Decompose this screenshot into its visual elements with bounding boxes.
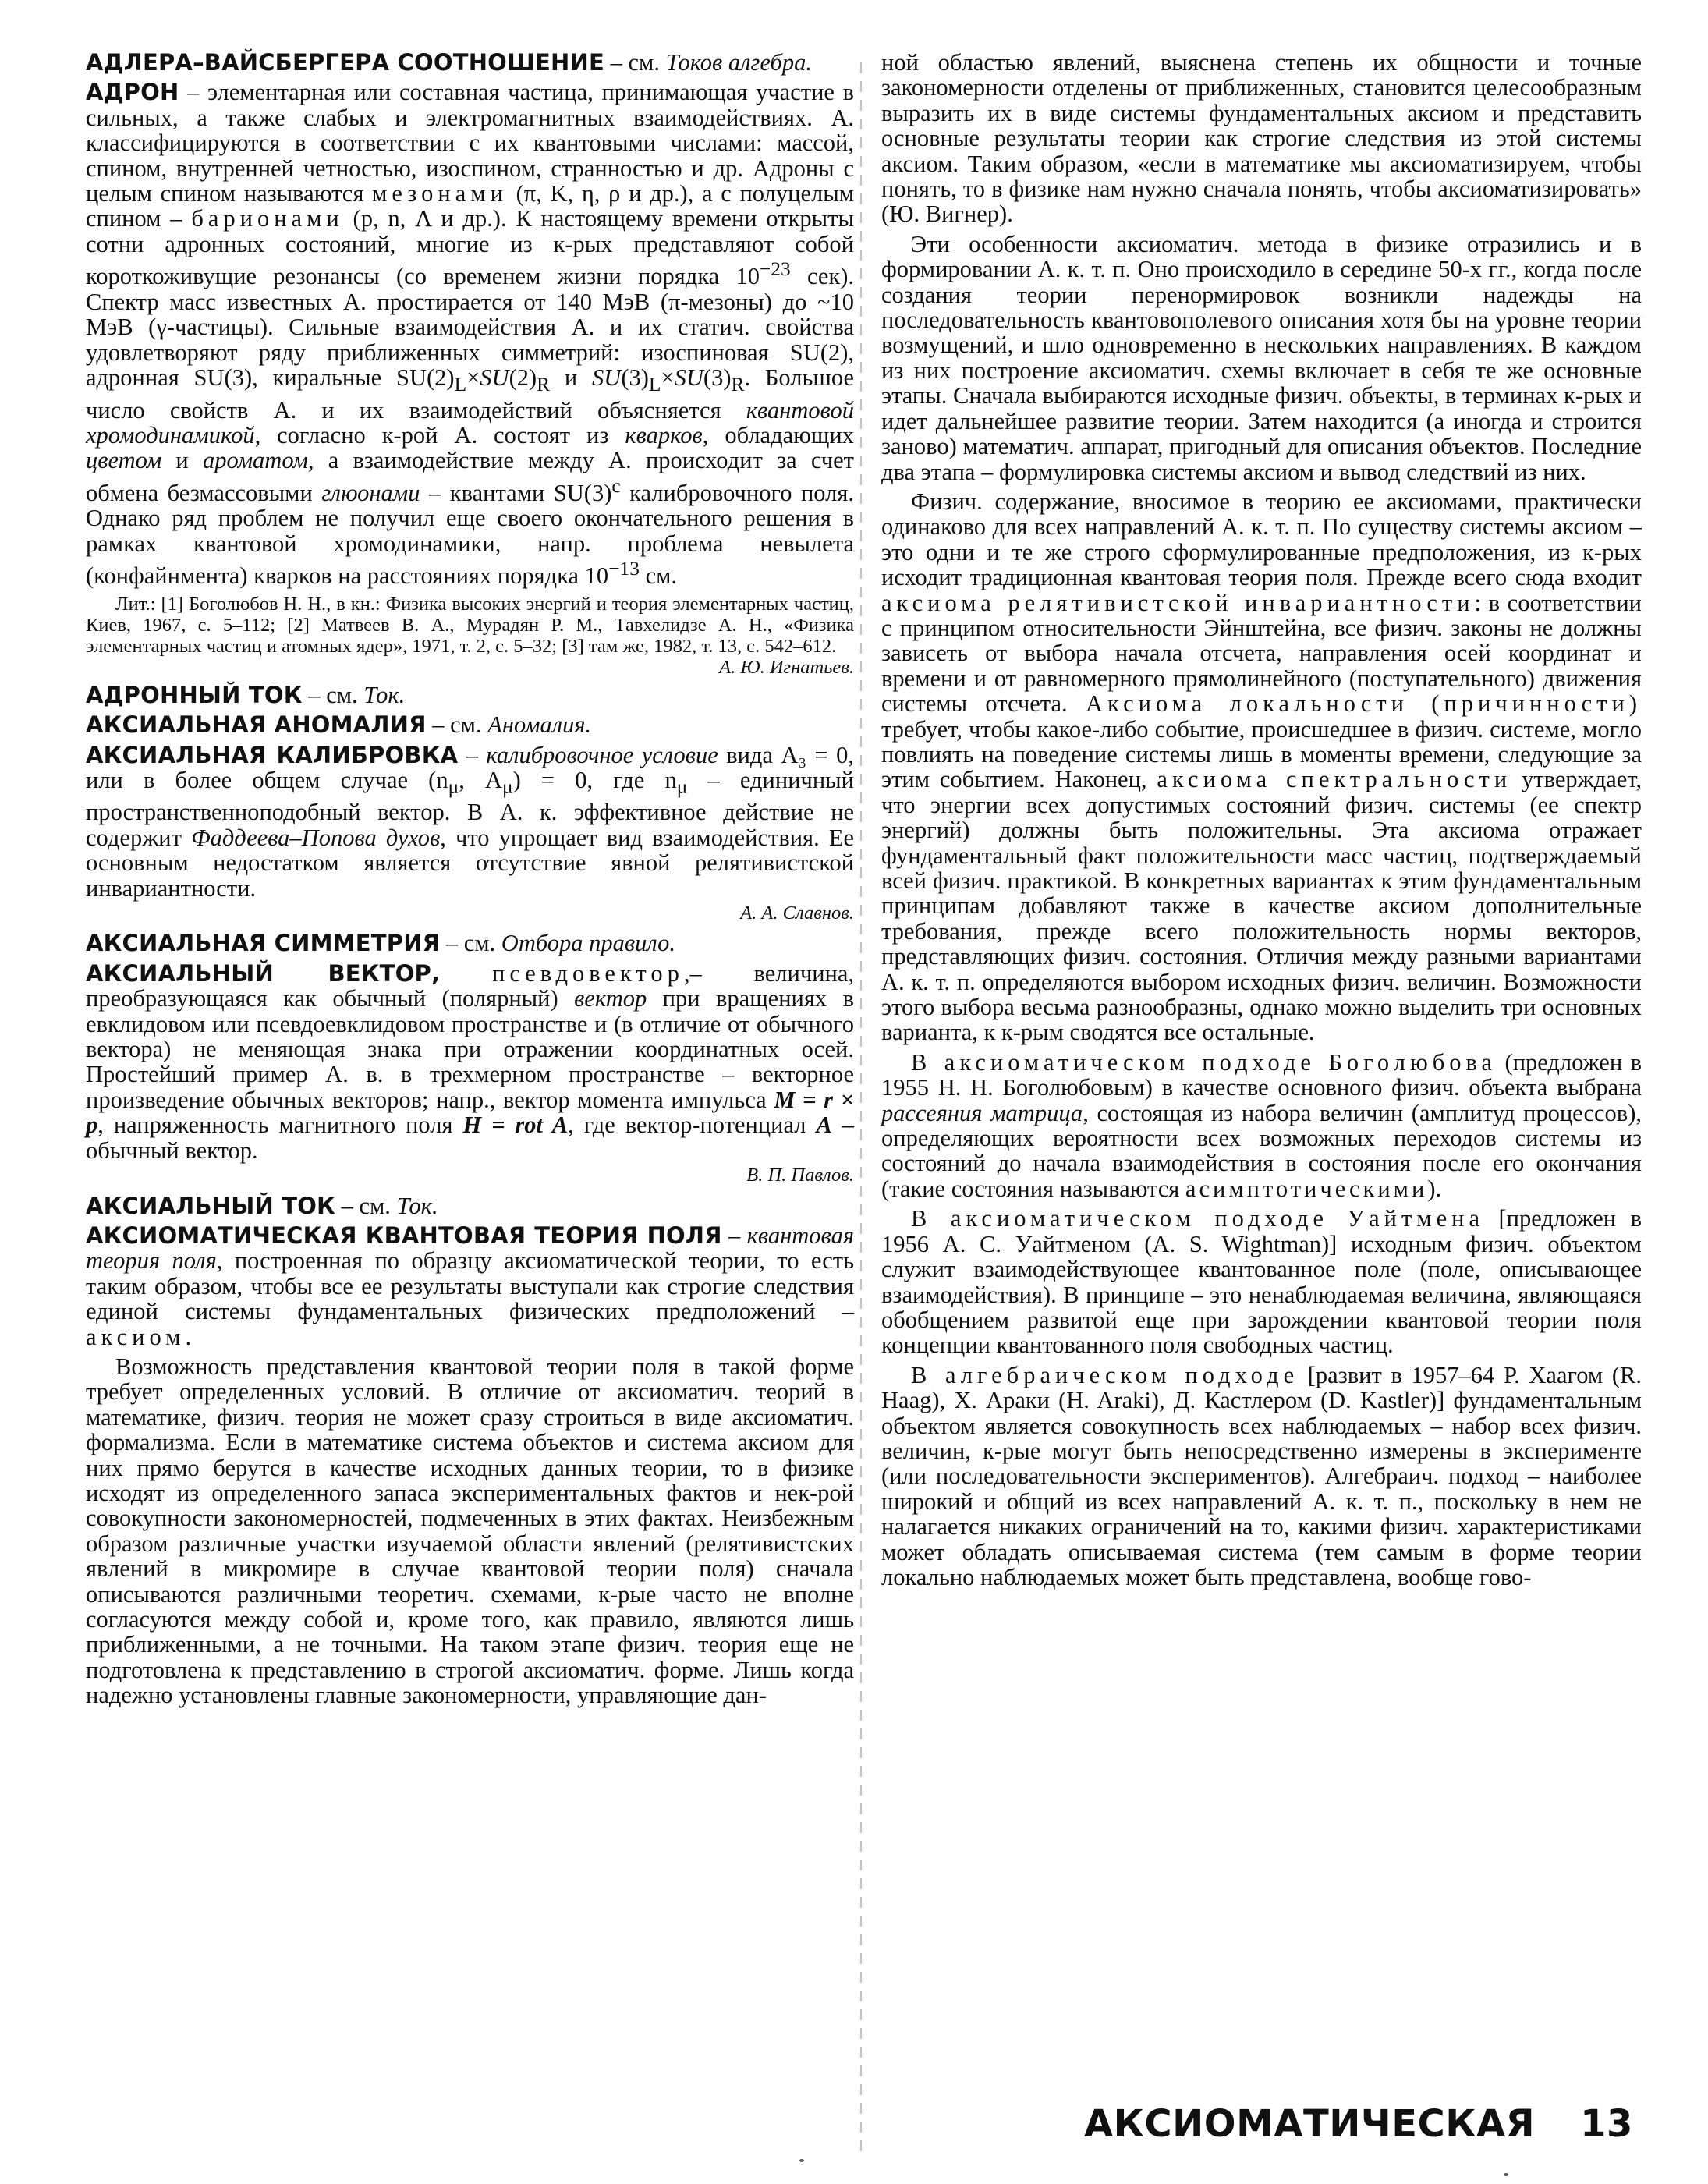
headword: АКСИАЛЬНЫЙ ТОК [86,1192,335,1219]
column-divider [860,62,862,2153]
right-column [881,50,1642,1594]
entry-axial-anomaly: АКСИАЛЬНАЯ АНОМАЛИЯ – см. Аномалия. [86,711,592,739]
left-column [86,50,854,1713]
entry-hadron: АДРОН – элементарная или составная частица, принимающая участие в сильных, а также слабых и электромагнитных взаимодействиях. А. классифицируются в соответствии с их квантовыми числами: массой, спином, внутренней четностью, изоспином, странностью и др. Адроны с целым спином называются мезонами (π, K, η, ρ и др.), а с полуцелым спином – барионами (p, n, Λ и др.). К настоящему времени открыты сотни адронных состояний, многие из к-рых представляют собой короткоживущие резонансы (со временем жизни порядка $10^{-23}$ сек). Спектр масс известных А. простирается от 140 МэВ (π-мезоны) до ~10 МэВ (γ-частицы). Сильные взаимодействия А. и их статич. свойства удовлетворяют ряду приближенных симметрий: изоспиновая SU(2), адронная SU(3), киральные $SU(2)_L\times SU(2)_R$ и $SU(3)_L\times SU(3)_R$. Большое число свойств А. и их взаимодействий объясняется квантовой хромодинамикой, согласно к-рой А. состоят из кварков, обладающих цветом и ароматом, а взаимодействие между А. происходит за счет обмена безмассовыми глюонами – квантами $SU(3)^c$ калибровочного поля. Однако ряд проблем не получил еще своего окончательного решения в рамках квантовой хромодинамики, напр. проблема невылета (конфайнмента) кварков на расстояниях порядка $10^{-13}$ см. [86,79,855,590]
cross-reference: Токов алгебра. [665,49,812,76]
paragraph: Физич. содержание, вносимое в теорию ее аксиомами, практически одинаково для всех направлений А. к. т. п. По существу системы аксиом – это одни и те же строго сформулированные предположения, из к-рых исходит традиционная квантовая теория поля. Прежде всего сюда входит аксиома релятивистской инвариантности: в соответствии с принципом относительности Эйнштейна, все физич. законы не должны зависеть от выбора начала отсчета, направления осей координат и времени и от равномерного прямолинейного (поступательного) движения системы отсчета. Аксиома локальности (причинности) требует, чтобы какое-либо событие, происшедшее в физич. системе, могло повлиять на поведение системы лишь в моменты времени, следующие за этим событием. Наконец, аксиома спектральности утверждает, что энергии всех допустимых состояний физич. системы (ее спектр энергий) должны быть положительны. Эта аксиома отражает фундаментальный факт положительности масс частиц, подтверждаемый всей физич. практикой. В конкретных вариантах к этим фундаментальным принципам добавляют также в качестве аксиом дополнительные требования, прежде всего положительность нормы векторов, представляющих физич. состояния. Отличия между разными вариантами А. к. т. п. определяются выбором исходных физич. величин. Возможности этого выбора весьма разнообразны, однако можно выделить три основных варианта, к к-рым сводятся все остальные. [881,488,1642,1046]
entry-axial-vector: АКСИАЛЬНЫЙ ВЕКТОР, псевдовектор,– величина, преобразующаяся как обычный (полярный) вектор при вращениях в евклидовом или псевдоевклидовом пространстве и (в отличие от обычного вектора) не меняющая знака при отражении координатных осей. Простейший пример А. в. в трехмерном пространстве – векторное произведение обычных векторов; напр., вектор момента импульса M = r × p, напряженность магнитного поля H = rot A, где вектор-потенциал A – обычный вектор. В. П. Павлов. [86,961,854,1189]
scan-speck [799,2159,804,2162]
running-head: АКСИОМАТИЧЕСКАЯ [1084,2102,1536,2146]
entry-axial-current: АКСИАЛЬНЫЙ ТОК – см. Ток. [86,1192,438,1219]
headword: АДРОННЫЙ ТОК [86,681,303,708]
scan-speck [1504,2173,1508,2176]
paragraph: В алгебраическом подходе [развит в 1957–64 Р. Хаагом (R. Haag), Х. Араки (H. Araki), Д. Кастлером (D. Kastler)] фундаментальным объектом является совокупность всех наблюдаемых – набор всех физич. величин, к-рые могут быть непосредственно измерены в эксперименте (или последовательности экспериментов). Алгебраич. подход – наиболее широкий и общий из всех направлений А. к. т. п., поскольку в нем не налагается никаких ограничений на то, какими физич. характеристиками может обладать описываемая система (тем самым в форме теории локально наблюдаемых может быть представлена, вообще гово- [881,1361,1642,1590]
headword: АДЛЕРА–ВАЙСБЕРГЕРА СООТНОШЕНИЕ [86,49,604,76]
entry-adler-weisberger: АДЛЕРА–ВАЙСБЕРГЕРА СООТНОШЕНИЕ – см. Токов алгебра. [86,49,812,76]
literature-list: Лит.: [1] Боголюбов Н. Н., в кн.: Физика высоких энергий и теория элементарных частиц, Киев, 1967, с. 5–112; [2] Матвеев В. А., Мурадян Р. М., Тавхелидзе А. Н., «Физика элементарных частиц и атомных ядер», 1971, т. 2, с. 5–32; [3] там же, 1982, т. 13, с. 542–612. А. Ю. Игнатьев. [86,593,854,678]
paragraph-continued: ной областью явлений, выяснена степень их общности и точные закономерности отделены от приближенных, становится целесообразным выразить их в виде системы фундаментальных аксиом и представить основные результаты теории как строгие следствия из этой системы аксиом. Таким образом, «если в математике мы аксиоматизируем, чтобы понять, то в физике нам нужно сначала понять, чтобы аксиоматизировать» (Ю. Вигнер). [881,49,1642,228]
author-signature: А. Ю. Игнатьев. [719,656,854,678]
entry-axial-gauge: АКСИАЛЬНАЯ КАЛИБРОВКА – калибровочное условие вида A₃ = 0, или в более общем случае ($n_\mu$, $A_\mu) = 0$, где $n_\mu$ – единичный пространственноподобный вектор. В А. к. эффективное действие не содержит Фаддеева–Попова духов, что упрощает вид взаимодействия. Ее основным недостатком является отсутствие явной релятивистской инвариантности. А. А. Славнов. [86,743,854,927]
paragraph: Возможность представления квантовой теории поля в такой форме требует определенных условий. В отличие от аксиоматич. теорий в математике, физич. теория не может сразу строиться в виде аксиоматич. формализма. Если в математике система объектов и система аксиом для них прямо берутся в качестве исходных данных теории, то в физике исходят из определенного запаса экспериментальных фактов и нек-рой совокупности закономерностей, подмеченных в этих фактах. Неизбежным образом различные участки изучаемой области явлений (релятивистских явлений в микромире в случае квантовой теории поля) сначала описываются различными теоретич. схемами, к-рые часто не вполне согласуются между собой и, кроме того, как правило, являются лишь приближенными, а не точными. На таком этапе физич. теория еще не подготовлена к представлению в строгой аксиоматич. форме. Лишь когда надежно установлены главные закономерности, управляющие дан- [86,1353,854,1709]
page-footer [1084,2102,1633,2146]
paragraph: Эти особенности аксиоматич. метода в физике отразились и в формировании А. к. т. п. Оно происходило в середине 50-х гг., когда после создания теории перенормировок возникли надежды на последовательность квантовополевого описания хотя бы на уровне теории возмущений, и шло одновременно в нескольких направлениях. В каждом из них построение аксиоматич. схемы включает в себя те же основные этапы. Сначала выбираются исходные физич. объекты, в терминах к-рых и идет дальнейшее развитие теории. Затем находится (а иногда и строится заново) математич. аппарат, пригодный для описания объектов. Последние два этапа – формулировка системы аксиом и вывод следствий из них. [881,230,1642,485]
headword: АДРОН [86,79,179,106]
headword: АКСИАЛЬНАЯ АНОМАЛИЯ [86,711,427,739]
author-signature: А. А. Славнов. [740,902,854,924]
paragraph: В аксиоматическом подходе Уайтмена [предложен в 1956 А. С. Уайтменом (A. S. Wightman)] исходным физич. объектом служит взаимодействующее квантованное поле (поле, описывающее взаимодействия). В принципе – это ненаблюдаемая величина, являющаяся обобщением развитой еще при зарождении квантовой теории поля концепции квантованного поля свободных частиц. [881,1205,1642,1359]
headword: АКСИАЛЬНАЯ КАЛИБРОВКА [86,741,459,768]
entry-axial-symmetry: АКСИАЛЬНАЯ СИММЕТРИЯ – см. Отбора правило. [86,930,675,957]
entry-axiomatic-qft: АКСИОМАТИЧЕСКАЯ КВАНТОВАЯ ТЕОРИЯ ПОЛЯ – квантовая теория поля, построенная по образцу аксиоматической теории, то есть таким образом, чтобы все ее результаты выступали как строгие следствия единой системы фундаментальных физических предположений – аксиом. [86,1221,855,1350]
headword: АКСИАЛЬНЫЙ ВЕКТОР, [86,959,441,987]
headword: АКСИАЛЬНАЯ СИММЕТРИЯ [86,930,441,957]
entry-hadron-current: АДРОННЫЙ ТОК – см. Ток. [86,681,406,708]
paragraph: В аксиоматическом подходе Боголюбова (предложен в 1955 Н. Н. Боголюбовым) в качестве основного физич. объекта выбрана рассеяния матрица, состоящая из набора величин (амплитуд процессов), определяющих вероятности всех возможных переходов системы из состояний до начала взаимодействия в состояния после его окончания (такие состояния называются асимптотическими). [881,1048,1642,1202]
author-signature: В. П. Павлов. [746,1165,854,1186]
headword: АКСИОМАТИЧЕСКАЯ КВАНТОВАЯ ТЕОРИЯ ПОЛЯ [86,1221,722,1249]
page-number: 13 [1580,2102,1633,2146]
